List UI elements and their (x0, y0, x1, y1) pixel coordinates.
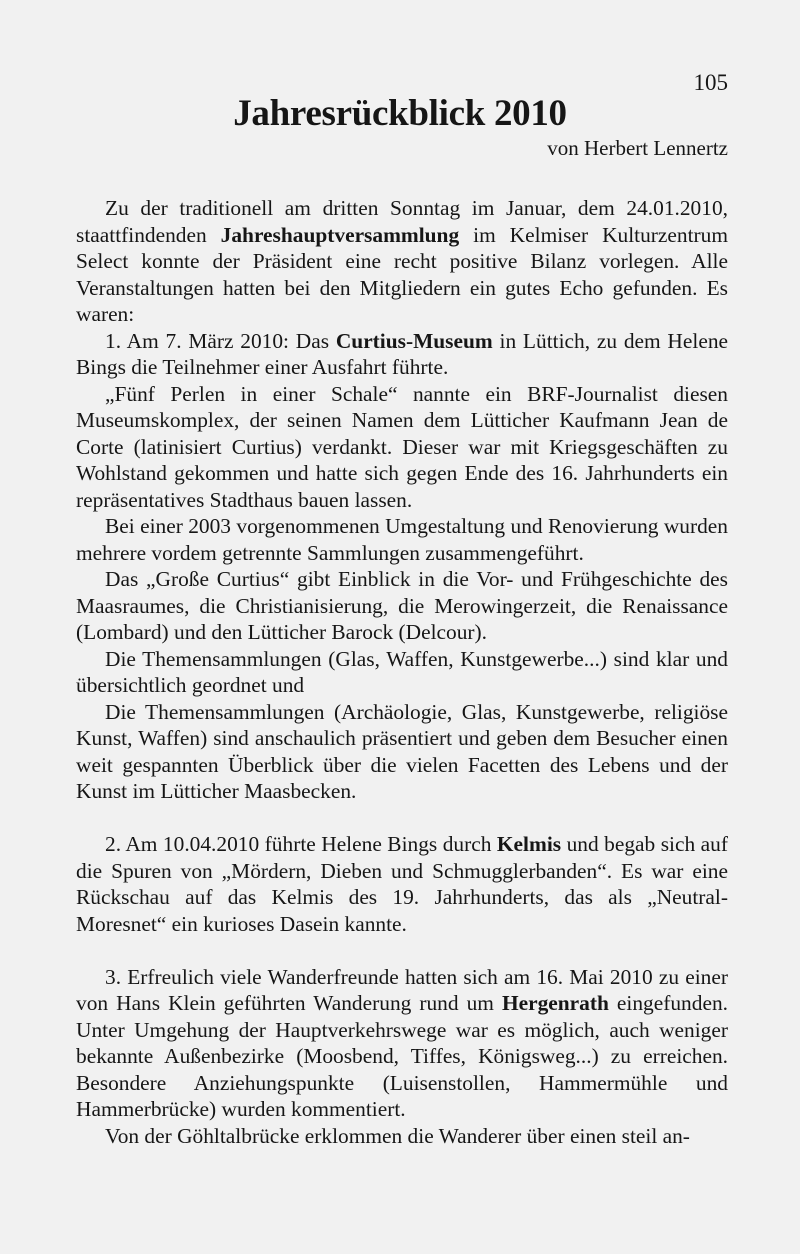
paragraph (76, 328, 728, 381)
text-run: 3. Erfreulich viele Wanderfreunde hatten sich am 16. Mai 2010 zu einer von Hans Klein geführten Wanderung rund um (76, 964, 728, 1015)
bold-term: Curtius-Museum (335, 328, 493, 353)
bold-term: Hergenrath (501, 991, 609, 1015)
text-run: „Fünf Perlen in einer Schale“ nannte ein BRF-Journalist diesen Museumskomplex, der seinen Namen dem Lütticher Kaufmann Jean de Corte (latinisiert Curtius) verdankt. Dieser war mit Kriegsgeschäften zu Wohlstand gekommen und hatte sich gegen Ende des 16. Jahrhunderts ein repräsentatives Stadthaus bauen lassen. (76, 381, 728, 512)
paragraph (76, 699, 728, 805)
text-run: im Kelmiser Kulturzentrum Select konnte der Präsident eine recht positive Bilanz vorlegen. Alle Veranstaltungen hatten bei den Mitgliedern ein gutes Echo gefunden. Es waren: (76, 222, 728, 326)
text-run: Bei einer 2003 vorgenommenen Umgestaltung und Renovierung wurden mehrere vordem getrennte Sammlungen zusammengeführt. (76, 514, 728, 565)
text-run: Die Themensammlungen (Archäologie, Glas, Kunstgewerbe, religiöse Kunst, Waffen) sind anschaulich präsentiert und geben dem Besucher einen weit gespannten Überblick über die vielen Facetten des Lebens und der Kunst im Lütticher Maasbecken. (76, 699, 728, 803)
paragraph (76, 566, 728, 646)
paragraph (76, 195, 728, 328)
paragraph (76, 964, 728, 1123)
paragraph-spacer (76, 805, 728, 832)
text-run: eingefunden. Unter Umgehung der Hauptverkehrswege war es möglich, auch weniger bekannte Außenbezirke (Moosbend, Tiffes, Königsweg...) zu erreichen. Besondere Anziehungspunkte (Luisenstollen, Hammermühle und Hammerbrücke) wurden kommentiert. (76, 991, 728, 1121)
text-run: 1. Am 7. März 2010: Das (105, 328, 336, 353)
paragraph (76, 1123, 728, 1150)
bold-term: Kelmis (496, 832, 562, 856)
paragraph-spacer (76, 937, 728, 964)
article-body (76, 195, 728, 1149)
text-run: 2. Am 10.04.2010 führte Helene Bings durch (105, 832, 497, 856)
text-run: und begab sich auf die Spuren von „Mördern, Dieben und Schmugglerbanden“. Es war eine Rückschau auf das Kelmis des 19. Jahrhunderts, das als „Neutral-Moresnet“ ein kurioses Dasein kannte. (76, 832, 728, 936)
paragraph (76, 646, 728, 699)
paragraph (76, 513, 728, 566)
bold-term: Jahreshauptversammlung (220, 222, 460, 247)
author-byline: von Herbert Lennertz (547, 136, 728, 160)
text-run: Die Themensammlungen (Glas, Waffen, Kunstgewerbe...) sind klar und übersichtlich geordnet und (76, 646, 728, 697)
text-run: in Lüttich, zu dem Helene Bings die Teilnehmer einer Ausfahrt führte. (76, 328, 729, 379)
text-run: Zu der traditionell am dritten Sonntag im Januar, dem 24.01.2010, staattfindenden (76, 196, 728, 247)
text-run: Von der Göhltalbrücke erklommen die Wanderer über einen steil an- (105, 1123, 690, 1148)
text-run: Das „Große Curtius“ gibt Einblick in die Vor- und Frühgeschichte des Maasraumes, die Christianisierung, die Merowingerzeit, die Renaissance (Lombard) und den Lütticher Barock (Delcour). (76, 567, 728, 644)
paragraph (76, 831, 728, 937)
article-title: Jahresrückblick 2010 (233, 93, 567, 134)
paragraph (76, 381, 728, 514)
page-number: 105 (693, 70, 728, 95)
